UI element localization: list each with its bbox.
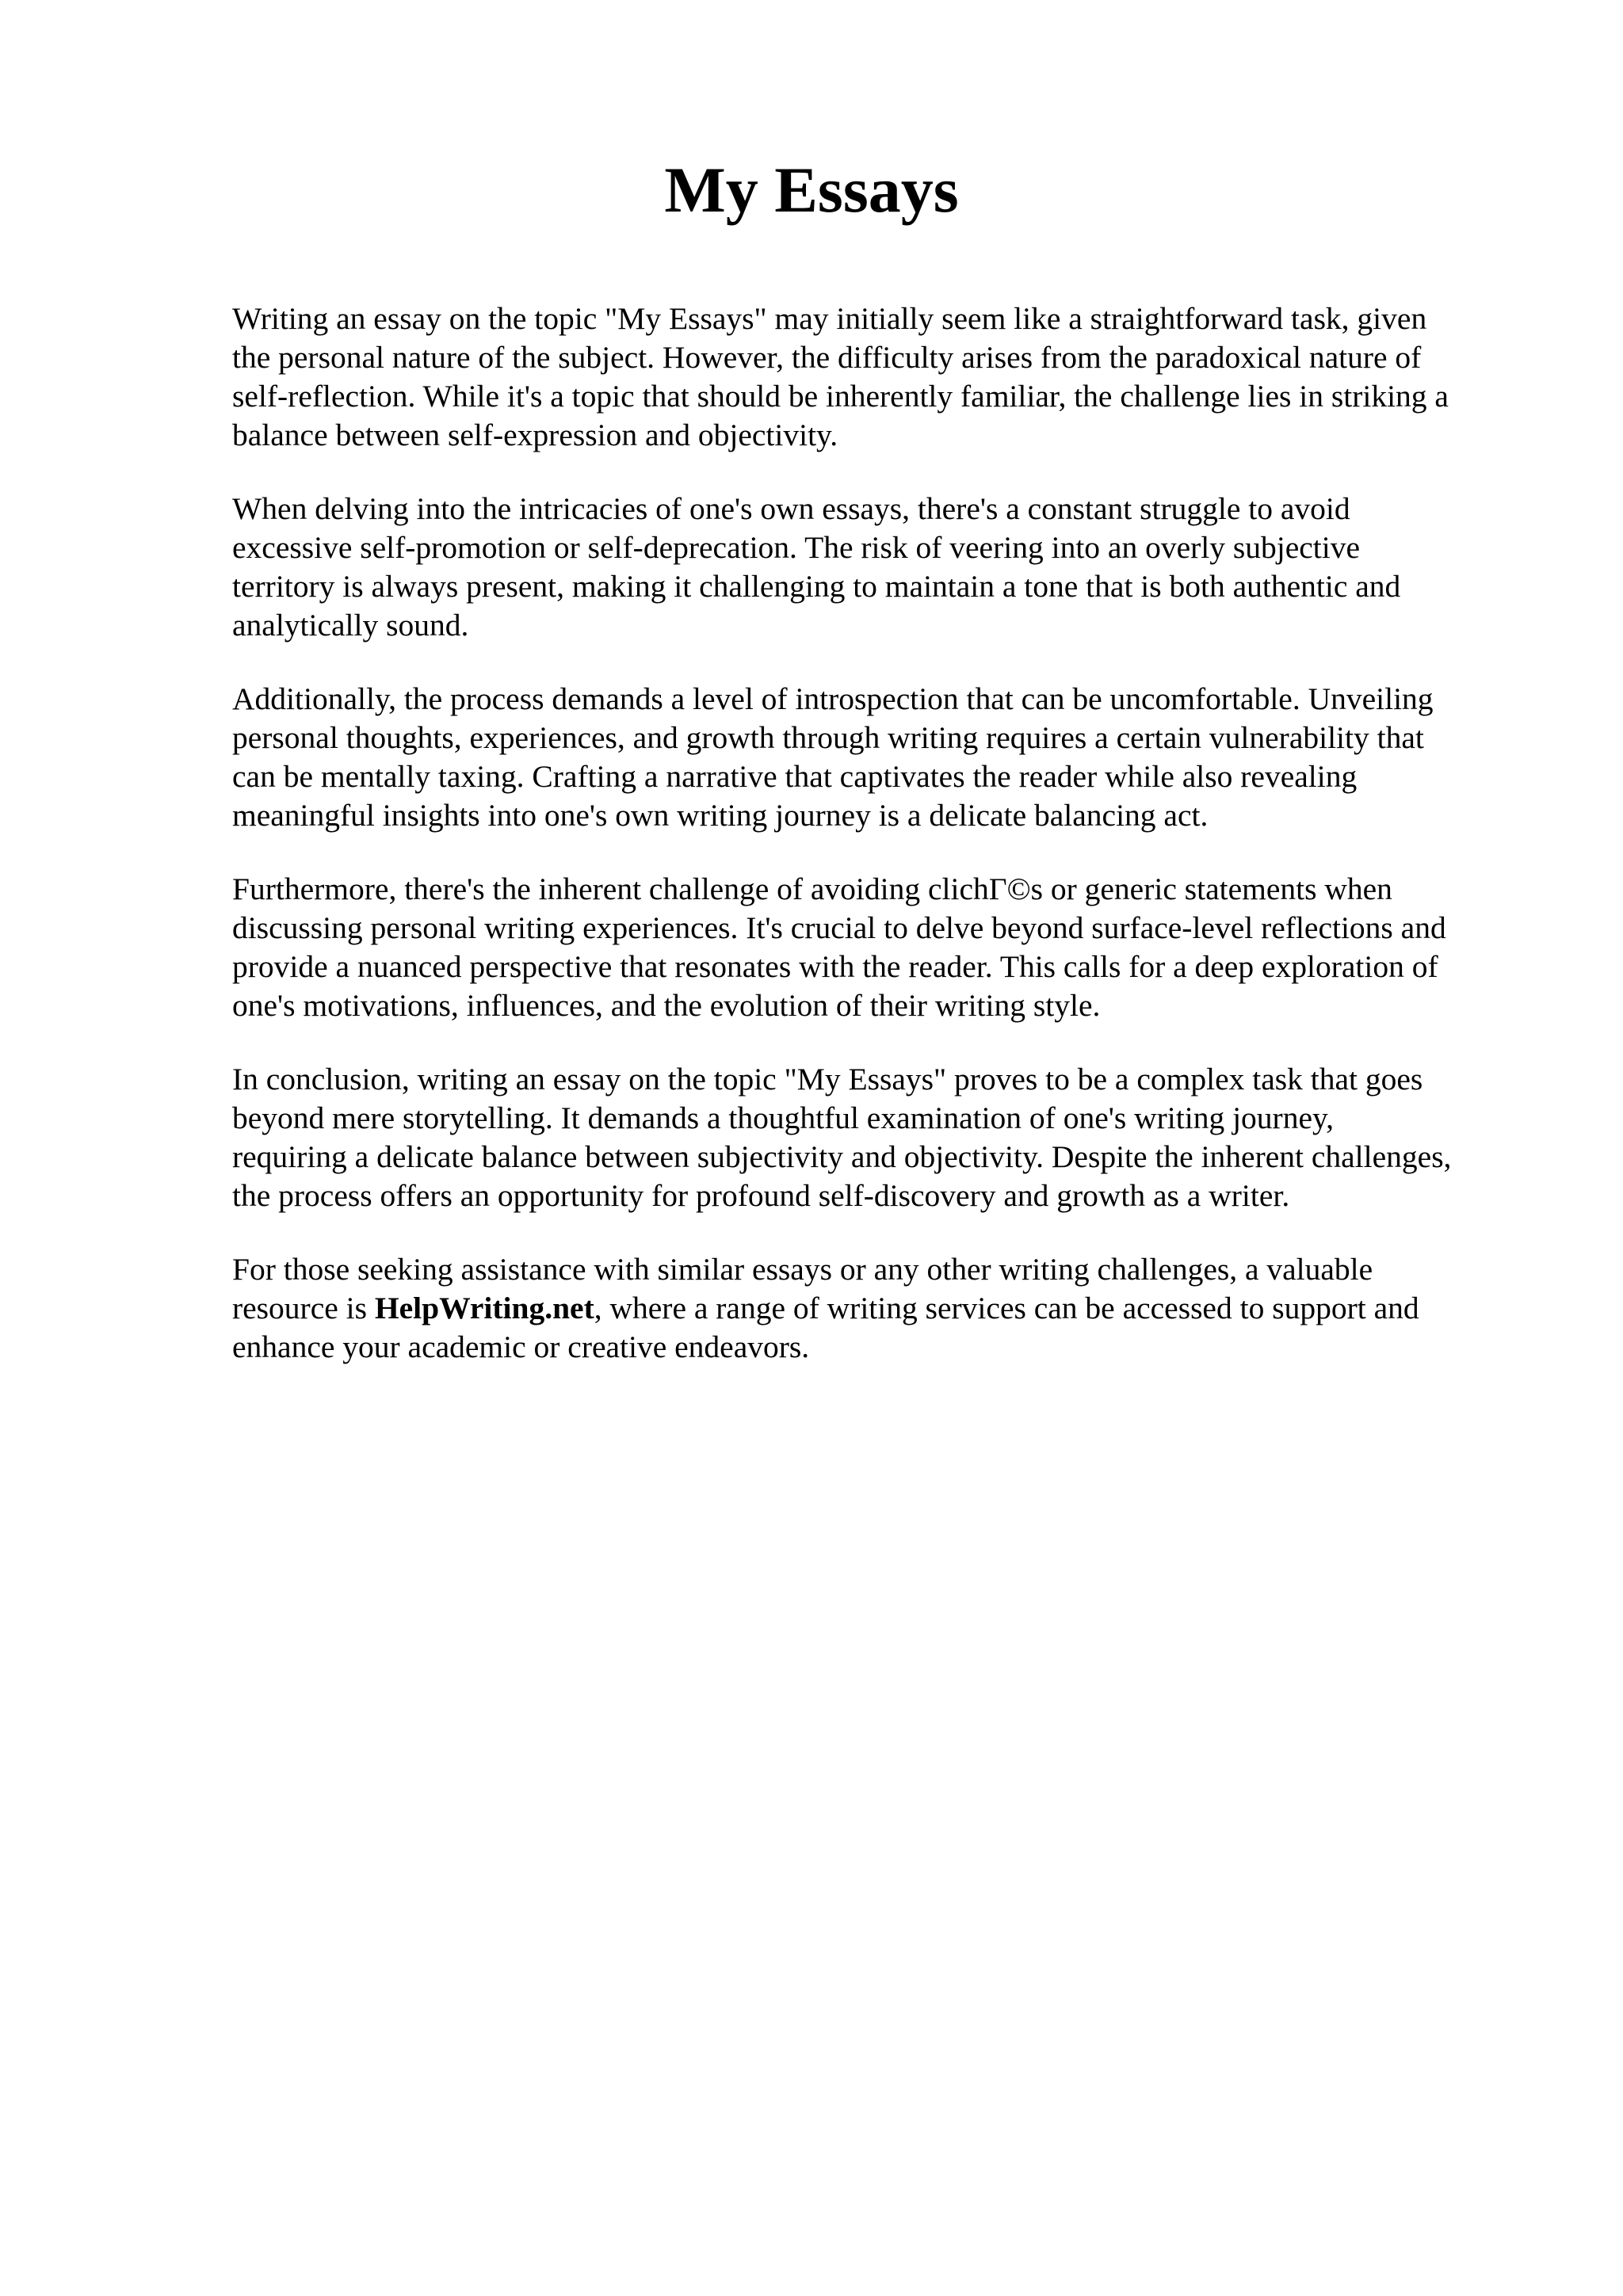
text-line: can be mentally taxing. Crafting a narrative that captivates the reader while also revealing xyxy=(232,759,1358,794)
text-line: requiring a delicate balance between subjectivity and objectivity. Despite the inherent challenges, xyxy=(232,1139,1452,1174)
text-line: territory is always present, making it challenging to maintain a tone that is both authentic and xyxy=(232,569,1401,604)
text-line: Writing an essay on the topic "My Essays" may initially seem like a straightforward task, given xyxy=(232,301,1427,336)
text-line: discussing personal writing experiences. It's crucial to delve beyond surface-level reflections and xyxy=(232,910,1446,945)
page-title: My Essays xyxy=(664,154,959,226)
paragraph-5 xyxy=(232,1060,1532,1215)
text-line: beyond mere storytelling. It demands a thoughtful examination of one's writing journey, xyxy=(232,1100,1335,1135)
closing-paragraph xyxy=(232,1250,1532,1367)
essay-body xyxy=(232,299,1532,1402)
text-line: analytically sound. xyxy=(232,608,469,643)
text-line: balance between self-expression and objectivity. xyxy=(232,418,838,452)
text-line: meaningful insights into one's own writing journey is a delicate balancing act. xyxy=(232,798,1209,833)
text-line: self-reflection. While it's a topic that should be inherently familiar, the challenge lies in striking a xyxy=(232,379,1449,414)
text-line: enhance your academic or creative endeavors. xyxy=(232,1329,810,1364)
text-line: provide a nuanced perspective that resonates with the reader. This calls for a deep exploration of xyxy=(232,949,1438,984)
paragraph-2 xyxy=(232,490,1532,645)
paragraph-1 xyxy=(232,299,1532,455)
text-line: one's motivations, influences, and the evolution of their writing style. xyxy=(232,988,1101,1023)
text-line: excessive self-promotion or self-deprecation. The risk of veering into an overly subjective xyxy=(232,530,1361,565)
text-line: For those seeking assistance with similar essays or any other writing challenges, a valuable xyxy=(232,1252,1373,1287)
text-line: Furthermore, there's the inherent challenge of avoiding clichГ©s or generic statements when xyxy=(232,871,1392,906)
text-segment: , where a range of writing services can be accessed to support and xyxy=(594,1291,1419,1325)
text-line: When delving into the intricacies of one's own essays, there's a constant struggle to avoid xyxy=(232,491,1350,526)
text-line: the personal nature of the subject. However, the difficulty arises from the paradoxical nature of xyxy=(232,340,1422,375)
text-line: the process offers an opportunity for profound self-discovery and growth as a writer. xyxy=(232,1178,1290,1213)
text-line: Additionally, the process demands a level of introspection that can be uncomfortable. Unveiling xyxy=(232,681,1434,716)
paragraph-3 xyxy=(232,680,1532,835)
paragraph-4 xyxy=(232,870,1532,1025)
text-line: In conclusion, writing an essay on the topic "My Essays" proves to be a complex task that goes xyxy=(232,1062,1423,1097)
text-segment: resource is xyxy=(232,1291,375,1325)
helpwriting-link[interactable]: HelpWriting.net xyxy=(374,1291,594,1325)
text-line xyxy=(232,1289,1532,1328)
text-line: personal thoughts, experiences, and growth through writing requires a certain vulnerability that xyxy=(232,720,1424,755)
